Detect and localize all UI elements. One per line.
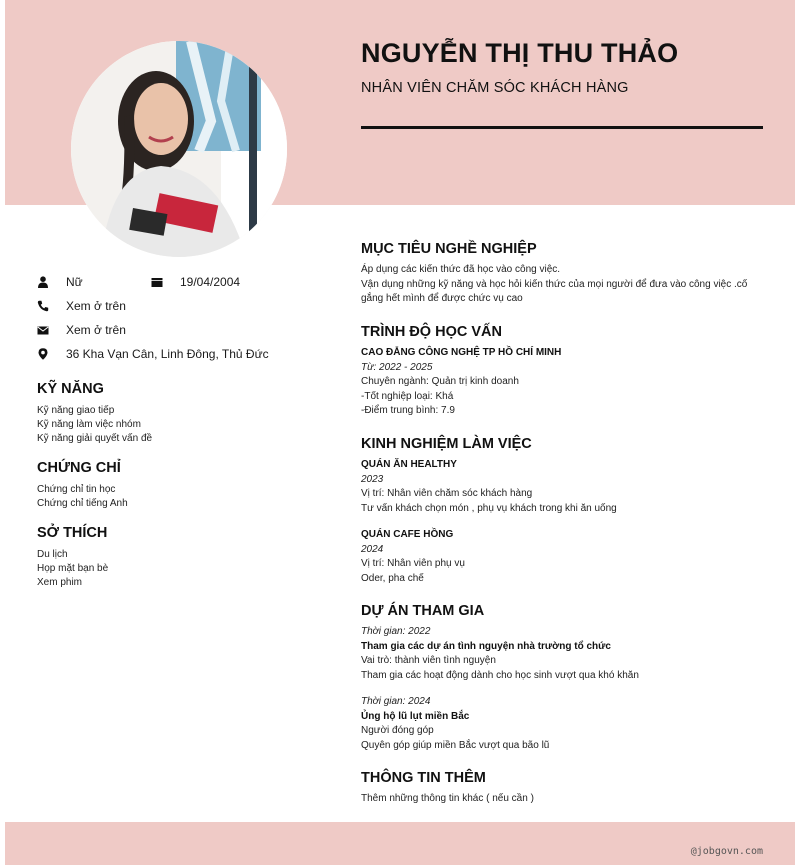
person-icon bbox=[37, 276, 49, 288]
experience-company: QUÁN ĂN HEALTHY bbox=[361, 459, 457, 470]
education-title: TRÌNH ĐỘ HỌC VẤN bbox=[361, 324, 502, 340]
skills-list bbox=[37, 404, 152, 446]
project-desc: Tham gia các hoạt động dành cho học sinh vượt qua khó khăn bbox=[361, 669, 639, 681]
experience-section bbox=[361, 436, 766, 586]
education-gpa: -Điểm trung bình: 7.9 bbox=[361, 405, 455, 416]
objective-title: MỤC TIÊU NGHỀ NGHIỆP bbox=[361, 241, 537, 257]
experience-role: Vị trí: Nhân viên phụ vụ bbox=[361, 558, 465, 569]
experience-item bbox=[361, 458, 766, 516]
project-role: Vai trò: thành viên tình nguyện bbox=[361, 655, 496, 666]
experience-title: KINH NGHIỆM LÀM VIỆC bbox=[361, 436, 532, 452]
objective-section bbox=[361, 241, 766, 307]
skills-title: KỸ NĂNG bbox=[37, 381, 104, 397]
list-item: Kỹ năng giao tiếp bbox=[37, 405, 115, 416]
project-desc: Quyên góp giúp miền Bắc vượt qua bão lũ bbox=[361, 739, 550, 751]
project-name: Tham gia các dự án tình nguyện nhà trường tổ chức bbox=[361, 640, 611, 652]
mail-icon bbox=[37, 324, 49, 336]
birthdate-value: 19/04/2004 bbox=[180, 275, 241, 289]
hobbies-title: SỞ THÍCH bbox=[37, 525, 108, 541]
gender-value: Nữ bbox=[66, 275, 83, 289]
experience-year: 2024 bbox=[361, 543, 384, 555]
candidate-job-title: NHÂN VIÊN CHĂM SÓC KHÁCH HÀNG bbox=[361, 80, 629, 96]
additional-section bbox=[361, 770, 766, 807]
email-row bbox=[37, 321, 126, 339]
additional-title: THÔNG TIN THÊM bbox=[361, 770, 486, 786]
certificates-title: CHỨNG CHỈ bbox=[37, 460, 121, 476]
phone-icon bbox=[37, 300, 49, 312]
list-item: Xem phim bbox=[37, 577, 83, 588]
project-time: Thời gian: 2024 bbox=[361, 696, 431, 707]
education-major: Chuyên ngành: Quản trị kinh doanh bbox=[361, 376, 519, 387]
project-time: Thời gian: 2022 bbox=[361, 626, 431, 637]
experience-desc: Tư vấn khách chọn món , phụ vụ khách trong khi ăn uống bbox=[361, 502, 617, 514]
calendar-icon bbox=[151, 276, 163, 288]
location-pin-icon bbox=[37, 348, 49, 360]
experience-role: Vị trí: Nhân viên chăm sóc khách hàng bbox=[361, 488, 533, 499]
footer-band bbox=[5, 822, 795, 865]
projects-title: DỰ ÁN THAM GIA bbox=[361, 603, 485, 619]
additional-text: Thêm những thông tin khác ( nếu cần ) bbox=[361, 793, 534, 804]
education-period: Từ: 2022 - 2025 bbox=[361, 361, 433, 373]
projects-section bbox=[361, 603, 766, 753]
education-section bbox=[361, 324, 766, 419]
education-school: CAO ĐẲNG CÔNG NGHỆ TP HỒ CHÍ MINH bbox=[361, 347, 562, 358]
project-name: Ủng hộ lũ lụt miền Bắc bbox=[361, 710, 470, 722]
phone-row bbox=[37, 297, 126, 315]
list-item: Chứng chỉ tiếng Anh bbox=[37, 498, 128, 509]
project-item bbox=[361, 695, 766, 753]
title-divider bbox=[361, 126, 763, 129]
address-value: 36 Kha Vạn Cân, Linh Đông, Thủ Đức bbox=[66, 347, 269, 361]
birthdate-row bbox=[151, 273, 240, 291]
site-watermark: @jobgovn.com bbox=[690, 846, 763, 857]
candidate-name: NGUYỄN THỊ THU THẢO bbox=[361, 38, 679, 68]
experience-company: QUÁN CAFE HỒNG bbox=[361, 529, 454, 540]
project-item bbox=[361, 625, 766, 683]
list-item: Họp mặt bạn bè bbox=[37, 563, 109, 574]
hobbies-list bbox=[37, 548, 108, 590]
email-value: Xem ở trên bbox=[66, 323, 126, 337]
objective-line: Vận dụng những kỹ năng và học hỏi kiến thức của mọi người để đưa vào công việc .cố gắng hết mình để được chức vụ cao bbox=[361, 278, 748, 304]
experience-item bbox=[361, 528, 766, 586]
phone-value: Xem ở trên bbox=[66, 299, 126, 313]
list-item: Kỹ năng giải quyết vấn đề bbox=[37, 433, 153, 444]
list-item: Du lịch bbox=[37, 549, 68, 560]
project-role: Người đóng góp bbox=[361, 725, 434, 736]
gender-row bbox=[37, 273, 83, 291]
list-item: Chứng chỉ tin học bbox=[37, 484, 116, 495]
address-row bbox=[37, 345, 269, 363]
list-item: Kỹ năng làm việc nhóm bbox=[37, 419, 141, 430]
certificates-list bbox=[37, 483, 128, 511]
profile-photo bbox=[71, 41, 287, 257]
experience-desc: Oder, pha chế bbox=[361, 572, 424, 584]
objective-line: Áp dụng các kiến thức đã học vào công việc. bbox=[361, 264, 561, 275]
education-grade: -Tốt nghiệp loại: Khá bbox=[361, 390, 454, 402]
experience-year: 2023 bbox=[361, 473, 384, 485]
